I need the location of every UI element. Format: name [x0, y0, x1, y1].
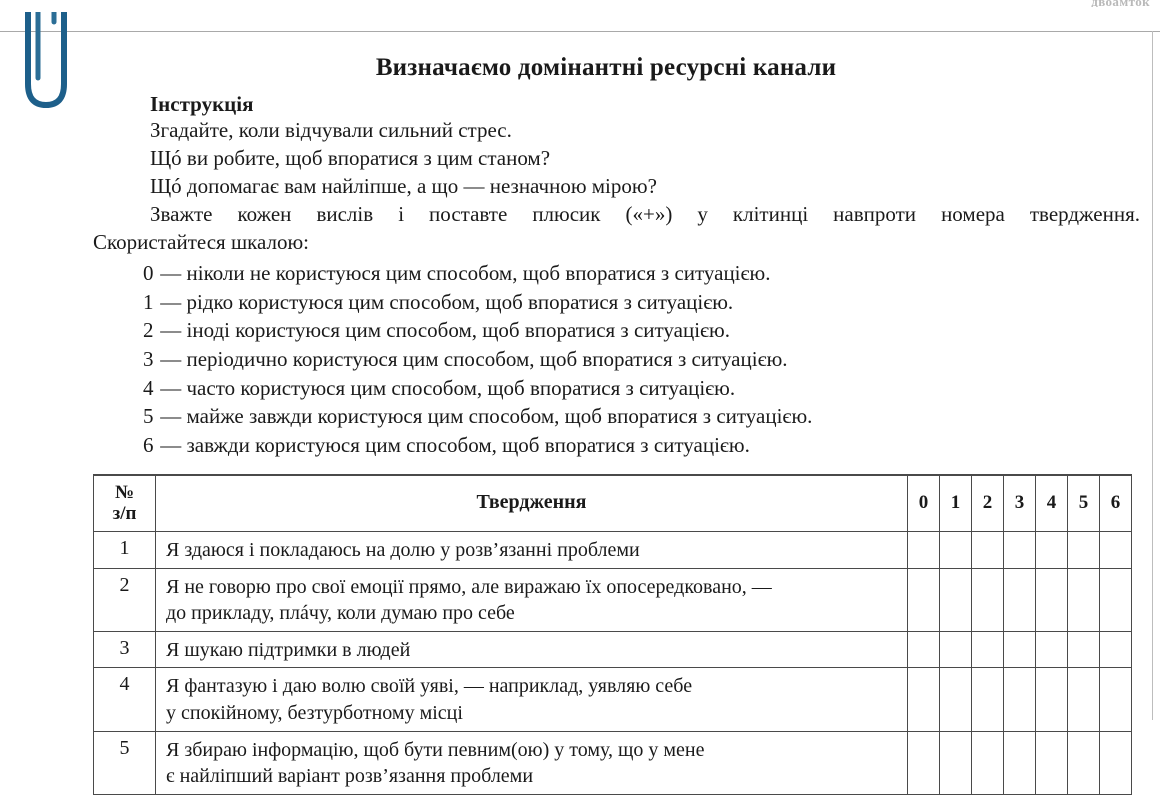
header-score-3: 3	[1004, 475, 1036, 532]
scale-item	[143, 374, 1152, 403]
answer-cell-4[interactable]	[1036, 668, 1068, 731]
header-number-line2: з/п	[112, 502, 137, 524]
scale-item-dash: —	[160, 260, 182, 285]
row-number: 3	[94, 631, 156, 668]
scale-item-number: 0	[143, 260, 154, 285]
header-number-column	[94, 475, 156, 532]
answer-cell-6[interactable]	[1100, 532, 1132, 569]
answer-cell-0[interactable]	[908, 731, 940, 794]
table-row	[94, 668, 1132, 731]
table-header-row	[94, 475, 1132, 532]
answer-cell-0[interactable]	[908, 532, 940, 569]
statement-line: Я здаюся і покладаюсь на долю у розв’язанні проблеми	[166, 539, 640, 562]
row-number: 1	[94, 532, 156, 569]
scale-item-number: 1	[143, 289, 154, 314]
scale-item-dash: —	[160, 289, 182, 314]
scale-item-number: 5	[143, 404, 154, 429]
statement-line: Я шукаю підтримки в людей	[166, 638, 411, 661]
row-number: 4	[94, 668, 156, 731]
scale-item-text: часто користуюся цим способом, щоб впоратися з ситуацією.	[186, 375, 736, 400]
scale-list	[0, 259, 1152, 460]
header-number-line1: №	[114, 481, 135, 503]
scale-item	[143, 345, 1152, 374]
scale-item-number: 2	[143, 318, 154, 343]
instruction-line-1: Згадайте, коли відчували сильний стрес.	[150, 118, 512, 143]
survey-table	[93, 474, 1132, 795]
answer-cell-1[interactable]	[940, 668, 972, 731]
scale-item-text: іноді користуюся цим способом, щоб впоратися з ситуацією.	[186, 318, 730, 343]
header-score-2: 2	[972, 475, 1004, 532]
answer-cell-2[interactable]	[972, 568, 1004, 631]
answer-cell-3[interactable]	[1004, 731, 1036, 794]
scale-item-dash: —	[160, 432, 182, 457]
scale-item-dash: —	[160, 346, 182, 371]
answer-cell-5[interactable]	[1068, 568, 1100, 631]
table-row	[94, 532, 1132, 569]
scale-item	[143, 288, 1152, 317]
scale-item	[143, 402, 1152, 431]
answer-cell-2[interactable]	[972, 731, 1004, 794]
row-statement	[156, 668, 908, 731]
answer-cell-6[interactable]	[1100, 731, 1132, 794]
header-statement-column: Твердження	[156, 475, 908, 532]
document-content	[0, 32, 1152, 788]
answer-cell-2[interactable]	[972, 532, 1004, 569]
instruction-heading: Інструкція	[150, 91, 254, 116]
answer-cell-3[interactable]	[1004, 668, 1036, 731]
instruction-line-justified: Зважте кожен вислів і поставте плюсик («+») у клітинці навпроти номера твердження.	[150, 201, 1140, 226]
instruction-line-2: Щó ви робите, щоб впоратися з цим станом?	[150, 146, 551, 171]
answer-cell-5[interactable]	[1068, 731, 1100, 794]
scale-item-dash: —	[160, 404, 182, 429]
statement-line: Я не говорю про свої емоції прямо, але виражаю їх опосередковано, —	[166, 575, 772, 598]
answer-cell-3[interactable]	[1004, 532, 1036, 569]
survey-table-wrapper	[0, 474, 1152, 795]
row-statement	[156, 568, 908, 631]
answer-cell-2[interactable]	[972, 631, 1004, 668]
row-statement	[156, 532, 908, 569]
answer-cell-1[interactable]	[940, 568, 972, 631]
header-score-6: 6	[1100, 475, 1132, 532]
statement-line: до прикладу, плáчу, коли думаю про себе	[166, 602, 515, 625]
answer-cell-1[interactable]	[940, 631, 972, 668]
answer-cell-4[interactable]	[1036, 532, 1068, 569]
scale-item-number: 3	[143, 346, 154, 371]
header-score-0: 0	[908, 475, 940, 532]
row-statement	[156, 631, 908, 668]
answer-cell-1[interactable]	[940, 731, 972, 794]
answer-cell-0[interactable]	[908, 568, 940, 631]
statement-line: у спокійному, безтурботному місці	[166, 702, 463, 725]
header-score-4: 4	[1036, 475, 1068, 532]
page-right-edge-rule	[1152, 31, 1153, 720]
scale-item-number: 4	[143, 375, 154, 400]
instruction-line-3: Щó допомагає вам найліпше, а що — незначною мірою?	[150, 173, 657, 198]
answer-cell-6[interactable]	[1100, 668, 1132, 731]
scale-item-dash: —	[160, 318, 182, 343]
scale-item	[143, 316, 1152, 345]
row-statement	[156, 731, 908, 794]
answer-cell-6[interactable]	[1100, 631, 1132, 668]
scale-item-text: майже завжди користуюся цим способом, щоб впоратися з ситуацією.	[186, 404, 813, 429]
answer-cell-1[interactable]	[940, 532, 972, 569]
answer-cell-2[interactable]	[972, 668, 1004, 731]
answer-cell-3[interactable]	[1004, 568, 1036, 631]
scale-item-text: періодично користуюся цим способом, щоб впоратися з ситуацією.	[186, 346, 788, 371]
table-row	[94, 631, 1132, 668]
answer-cell-3[interactable]	[1004, 631, 1036, 668]
table-row	[94, 731, 1132, 794]
answer-cell-4[interactable]	[1036, 631, 1068, 668]
header-score-1: 1	[940, 475, 972, 532]
row-number: 5	[94, 731, 156, 794]
table-row	[94, 568, 1132, 631]
row-number: 2	[94, 568, 156, 631]
scale-item-number: 6	[143, 432, 154, 457]
instruction-block	[0, 91, 1152, 229]
header-score-5: 5	[1068, 475, 1100, 532]
statement-line: Я збираю інформацію, щоб бути певним(ою) у тому, що у мене	[166, 738, 705, 761]
scale-item-dash: —	[160, 375, 182, 400]
statement-line: Я фантазую і даю волю своїй уяві, — наприклад, уявляю себе	[166, 675, 693, 698]
answer-cell-4[interactable]	[1036, 731, 1068, 794]
answer-cell-0[interactable]	[908, 631, 940, 668]
answer-cell-5[interactable]	[1068, 631, 1100, 668]
statement-line: є найліпший варіант розв’язання проблеми	[166, 765, 534, 788]
answer-cell-5[interactable]	[1068, 532, 1100, 569]
scale-item	[143, 259, 1152, 288]
scale-item	[143, 431, 1152, 460]
page-title: Визначаємо домінантні ресурсні канали	[375, 54, 837, 81]
answer-cell-6[interactable]	[1100, 568, 1132, 631]
answer-cell-5[interactable]	[1068, 668, 1100, 731]
scale-item-text: рідко користуюся цим способом, щоб впоратися з ситуацією.	[186, 289, 734, 314]
page-corner-faint-text	[1091, 0, 1150, 7]
scale-item-text: ніколи не користуюся цим способом, щоб впоратися з ситуацією.	[186, 260, 771, 285]
answer-cell-0[interactable]	[908, 668, 940, 731]
scale-intro: Скористайтеся шкалою:	[93, 230, 310, 255]
scale-item-text: завжди користуюся цим способом, щоб впоратися з ситуацією.	[186, 432, 750, 457]
answer-cell-4[interactable]	[1036, 568, 1068, 631]
